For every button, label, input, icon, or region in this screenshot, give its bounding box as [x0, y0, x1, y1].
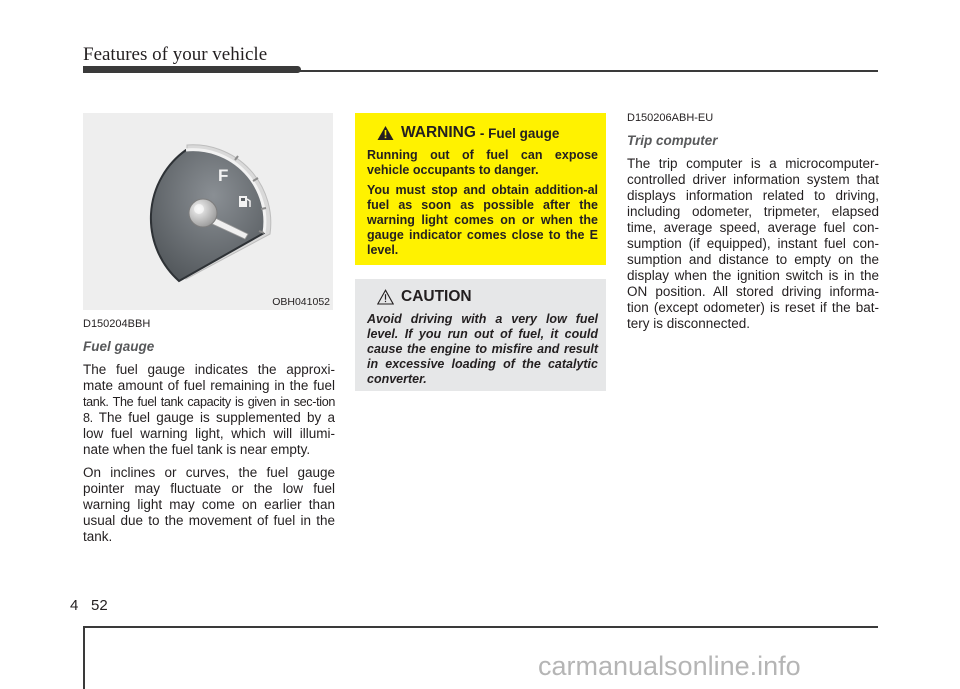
- fuel-gauge-figure: [83, 113, 333, 310]
- warning-heading: [367, 123, 598, 143]
- header-title: Features of your vehicle: [83, 44, 268, 65]
- footer-rule: [83, 626, 878, 628]
- fuel-gauge-doc-code: D150204BBH: [83, 318, 151, 330]
- warning-paragraph-2: You must stop and obtain addition-al fuel as soon as possible after the warning light comes on or when the gauge indicator comes close to the E level.: [367, 183, 598, 257]
- header-rule: [83, 70, 878, 72]
- fuel-gauge-title: Fuel gauge: [83, 339, 155, 354]
- trip-computer-section: [627, 110, 879, 339]
- caution-triangle-icon: [377, 289, 394, 305]
- chapter-number: 4: [70, 597, 79, 614]
- fuel-gauge-paragraph-1: [83, 362, 335, 458]
- caution-heading: [367, 287, 598, 307]
- caution-paragraph: Avoid driving with a very low fuel level. If you run out of fuel, it could cause the engine to misfire and result in excessive loading of the catalytic converter.: [367, 312, 598, 386]
- watermark: carmanualsonline.info: [538, 651, 801, 681]
- fuel-gauge-section: [83, 316, 335, 552]
- trip-computer-doc-code: D150206ABH-EU: [627, 112, 714, 124]
- fuel-gauge-para1-b: tank. The fuel tank capacity is given in sec-tion 8.: [83, 395, 335, 425]
- fuel-gauge-paragraph-2: On inclines or curves, the fuel gauge pointer may fluctuate or the low fuel warning light may come on earlier than usual due to the movement of fuel in the tank.: [83, 465, 335, 544]
- warning-triangle-icon: [377, 125, 394, 141]
- warning-box: [355, 113, 606, 265]
- warning-label: WARNING: [401, 124, 476, 141]
- gauge-full-letter: F: [218, 166, 229, 185]
- fuel-gauge-para1-a: The fuel gauge indicates the approxi-mate amount of fuel remaining in the fuel: [83, 362, 335, 393]
- caution-label: CAUTION: [401, 288, 472, 305]
- warning-subtitle: - Fuel gauge: [479, 125, 560, 141]
- trip-computer-paragraph: The trip computer is a microcomputer-controlled driver information system that displays information related to driving, including odometer, tripmeter, elapsed time, average speed, average fuel con-sumption (if equipped), instant fuel con-sumption and distance to empty on the display when the ignition switch is in the ON position. All stored driving informa-tion (except odometer) is reset if the bat-tery is disconnected.: [627, 156, 879, 331]
- figure-code: OBH041052: [272, 296, 330, 308]
- fuel-gauge-para1-c: The fuel gauge is supplemented by a low fuel warning light, which will illumi-nate when the fuel tank is near empty.: [83, 410, 335, 457]
- page-number: 52: [91, 597, 108, 614]
- footer-divider: [83, 626, 85, 689]
- warning-paragraph-1: Running out of fuel can expose vehicle occupants to danger.: [367, 148, 598, 177]
- fuel-gauge-illustration: [83, 113, 333, 310]
- caution-box: [355, 279, 606, 391]
- trip-computer-title: Trip computer: [627, 133, 718, 148]
